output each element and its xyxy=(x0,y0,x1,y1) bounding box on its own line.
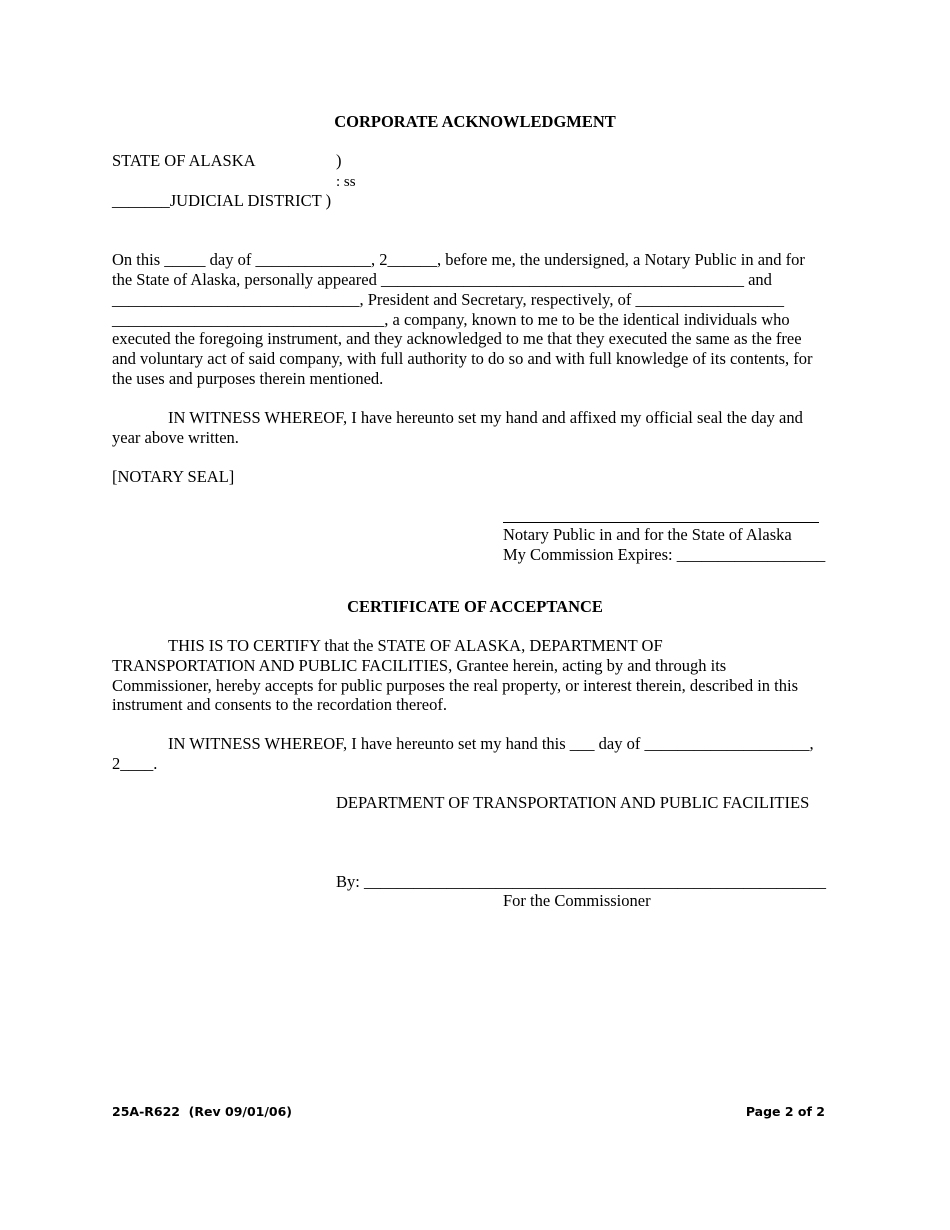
ack-body-line: On this _____ day of ______________, 2______, before me, the undersigned, a Notary Public in and for xyxy=(112,250,805,269)
ack-body-line: the uses and purposes therein mentioned. xyxy=(112,369,384,388)
ack-title: CORPORATE ACKNOWLEDGMENT xyxy=(334,112,616,131)
venue-ss: : ss xyxy=(336,174,356,190)
commission-expires: My Commission Expires: __________________ xyxy=(503,545,826,564)
department-name: DEPARTMENT OF TRANSPORTATION AND PUBLIC FACILITIES xyxy=(336,793,810,812)
notary-signature-line xyxy=(503,522,819,523)
cert-witness-line: IN WITNESS WHEREOF, I have hereunto set my hand this ___ day of ____________________, xyxy=(168,734,814,753)
venue-paren: ) xyxy=(336,151,342,170)
ack-body-line: and voluntary act of said company, with full authority to do so and with full knowledge of its contents, for xyxy=(112,349,813,368)
ack-witness-line: year above written. xyxy=(112,428,239,447)
by-signature-line: By: ________________________________________________________ xyxy=(336,872,826,891)
ack-witness-line: IN WITNESS WHEREOF, I have hereunto set my hand and affixed my official seal the day and xyxy=(168,408,803,427)
ack-body-line: ______________________________, President and Secretary, respectively, of __________________ xyxy=(112,290,784,309)
notary-seal: [NOTARY SEAL] xyxy=(112,467,235,486)
page-number: Page 2 of 2 xyxy=(745,1104,825,1119)
cert-witness-line: 2____. xyxy=(112,754,158,773)
form-number: 25A-R622 (Rev 09/01/06) xyxy=(112,1104,293,1119)
notary-title: Notary Public in and for the State of Alaska xyxy=(503,525,792,544)
cert-body-line: TRANSPORTATION AND PUBLIC FACILITIES, Grantee herein, acting by and through its xyxy=(112,656,727,675)
ack-body-line: executed the foregoing instrument, and they acknowledged to me that they executed the same as the free xyxy=(112,329,802,348)
ack-body-line: the State of Alaska, personally appeared ____________________________________________ and xyxy=(112,270,772,289)
venue-state: STATE OF ALASKA xyxy=(112,151,256,170)
cert-body-line: THIS IS TO CERTIFY that the STATE OF ALASKA, DEPARTMENT OF xyxy=(168,636,663,655)
for-commissioner: For the Commissioner xyxy=(503,891,651,910)
cert-body-line: instrument and consents to the recordation thereof. xyxy=(112,695,447,714)
cert-title: CERTIFICATE OF ACCEPTANCE xyxy=(347,597,603,616)
ack-body-line: _________________________________, a company, known to me to be the identical individuals who xyxy=(112,310,790,329)
cert-body-line: Commissioner, hereby accepts for public purposes the real property, or interest therein, described in this xyxy=(112,676,799,695)
venue-district: _______JUDICIAL DISTRICT ) xyxy=(112,191,332,210)
